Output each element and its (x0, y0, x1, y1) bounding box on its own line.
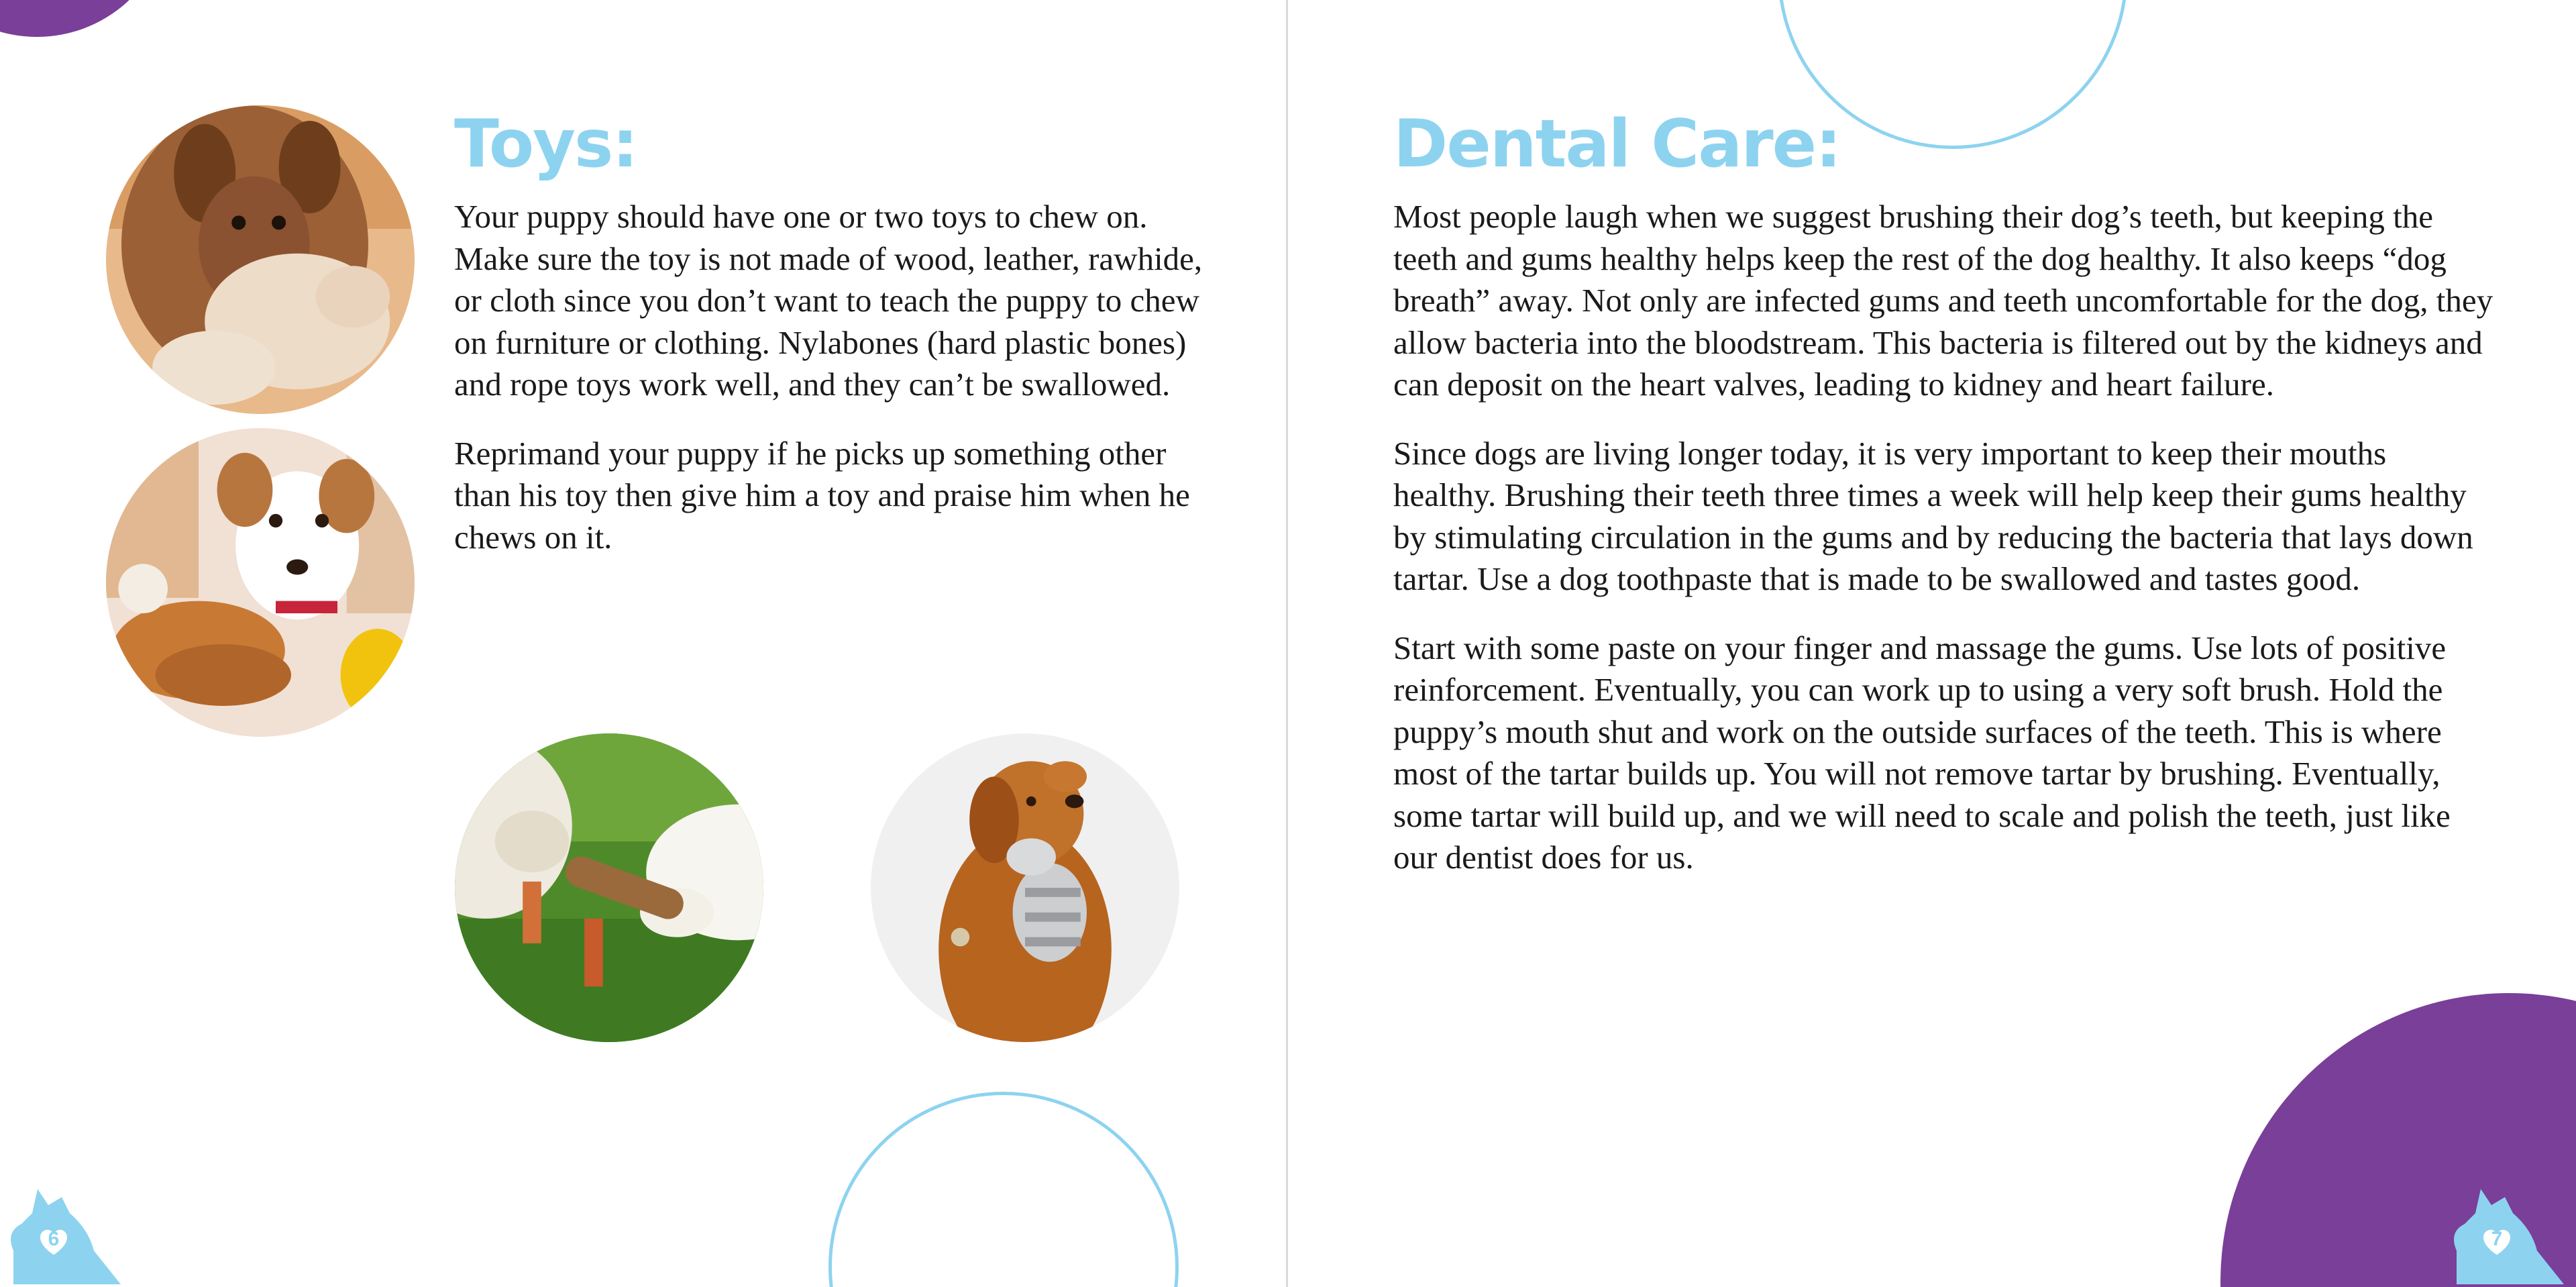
corner-circle-decoration (0, 0, 171, 37)
page-number: 6 (48, 1228, 60, 1250)
dental-care-body-text (1393, 196, 2493, 906)
paragraph: Reprimand your puppy if he picks up something other than his toy then give him a toy and praise him when he chews on it. (454, 434, 1190, 556)
left-page (0, 0, 1287, 1287)
paragraph: Most people laugh when we suggest brushing their dog’s teeth, but keeping the teeth and gums healthy helps keep the rest of the dog healthy. It also keeps “dog breath” away. Not only are infected gums and teeth uncomfortable for the dog, they allow bacteria into the bloodstream. This bacteria is filtered out by the kidneys and can deposit on the heart valves, leading to kidney and heart failure. (1393, 198, 2493, 403)
paragraph: Since dogs are living longer today, it is very important to keep their mouths healthy. Brushing their teeth three times a week will help keep their gums healthy by stimulating circulation in the gums and by reducing the bacteria that lays down tartar. Use a dog toothpaste that is made to be swallowed and tastes good. (1393, 434, 2473, 597)
photo-dogs-tugging-rope-toy (455, 733, 763, 1042)
photo-terrier-with-plush-toy (106, 105, 415, 414)
paragraph: Your puppy should have one or two toys to chew on. Make sure the toy is not made of wood, leather, rawhide, or cloth since you don’t want to teach the puppy to chew on furniture or clothing. Nylabones (hard plastic bones) and rope toys work well, and they can’t be swallowed. (454, 198, 1203, 403)
photo-puppy-with-plush-toys (106, 428, 415, 737)
ring-decoration (828, 1092, 1179, 1287)
photo-retriever-with-elephant-toy (871, 733, 1179, 1042)
page-heading-dental-care: Dental Care: (1393, 106, 1841, 183)
right-page (1288, 0, 2576, 1287)
page-number: 7 (2491, 1228, 2503, 1250)
page-number-badge (0, 1184, 131, 1284)
page-number-badge (2443, 1184, 2575, 1284)
toys-body-text (454, 196, 1219, 585)
page-heading-toys: Toys: (454, 106, 637, 183)
paragraph: Start with some paste on your finger and massage the gums. Use lots of positive reinforcement. Eventually, you can work up to using a very soft brush. Hold the puppy’s mouth shut and work on the outside surfaces of the teeth. This is where most of the tartar builds up. You will not remove tartar by brushing. Eventually, some tartar will build up, and we will need to scale and polish the teeth, just like our dentist does for us. (1393, 629, 2451, 876)
